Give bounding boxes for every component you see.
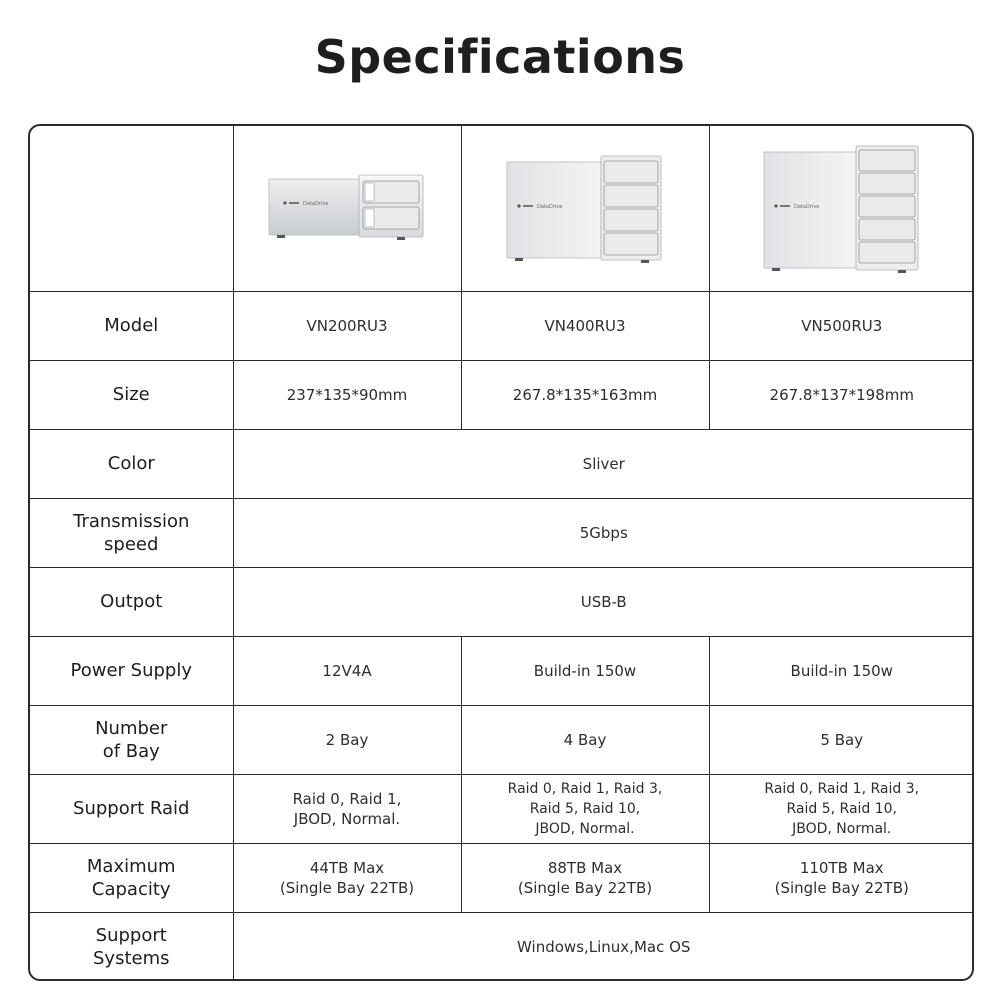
table-cell: VN200RU3 bbox=[233, 291, 461, 360]
row-power-supply bbox=[30, 636, 974, 705]
table-cell: 4 Bay bbox=[461, 705, 709, 774]
brand-logo-text: DataDrive bbox=[537, 204, 563, 211]
row-label: Support Systems bbox=[30, 912, 233, 981]
2-bay-enclosure-image bbox=[267, 173, 427, 243]
empty-header-cell bbox=[30, 126, 233, 291]
table-cell-merged: 5Gbps bbox=[233, 498, 974, 567]
row-number-of-bay bbox=[30, 705, 974, 774]
row-size bbox=[30, 360, 974, 429]
product-image-row bbox=[30, 126, 974, 291]
row-model bbox=[30, 291, 974, 360]
product-image-cell-vn400ru3 bbox=[461, 126, 709, 291]
4-bay-enclosure-image bbox=[505, 152, 665, 264]
table-cell: 267.8*135*163mm bbox=[461, 360, 709, 429]
row-label: Model bbox=[30, 291, 233, 360]
table-cell: Build-in 150w bbox=[709, 636, 974, 705]
table-cell: 237*135*90mm bbox=[233, 360, 461, 429]
row-label: Outpot bbox=[30, 567, 233, 636]
table-cell: 12V4A bbox=[233, 636, 461, 705]
5-bay-enclosure-image bbox=[762, 142, 922, 274]
brand-logo-text: DataDrive bbox=[303, 201, 329, 208]
row-label: Number of Bay bbox=[30, 705, 233, 774]
row-transmission-speed bbox=[30, 498, 974, 567]
table-cell: 2 Bay bbox=[233, 705, 461, 774]
table-cell: 44TB Max (Single Bay 22TB) bbox=[233, 843, 461, 912]
row-label: Power Supply bbox=[30, 636, 233, 705]
table-cell: Raid 0, Raid 1, Raid 3, Raid 5, Raid 10, JBOD, Normal. bbox=[709, 774, 974, 843]
table-cell-merged: Windows,Linux,Mac OS bbox=[233, 912, 974, 981]
table-cell: 267.8*137*198mm bbox=[709, 360, 974, 429]
row-maximum-capacity bbox=[30, 843, 974, 912]
table-cell: 88TB Max (Single Bay 22TB) bbox=[461, 843, 709, 912]
row-output bbox=[30, 567, 974, 636]
product-image-cell-vn200ru3 bbox=[233, 126, 461, 291]
table-cell: Raid 0, Raid 1, JBOD, Normal. bbox=[233, 774, 461, 843]
table-cell: 5 Bay bbox=[709, 705, 974, 774]
table-cell: Build-in 150w bbox=[461, 636, 709, 705]
table-cell-merged: Sliver bbox=[233, 429, 974, 498]
row-label: Support Raid bbox=[30, 774, 233, 843]
table-cell: 110TB Max (Single Bay 22TB) bbox=[709, 843, 974, 912]
row-support-raid bbox=[30, 774, 974, 843]
row-color bbox=[30, 429, 974, 498]
table-cell: Raid 0, Raid 1, Raid 3, Raid 5, Raid 10, JBOD, Normal. bbox=[461, 774, 709, 843]
brand-logo-text: DataDrive bbox=[793, 204, 820, 211]
table-cell: VN500RU3 bbox=[709, 291, 974, 360]
row-label: Size bbox=[30, 360, 233, 429]
row-label: Transmission speed bbox=[30, 498, 233, 567]
table-cell: VN400RU3 bbox=[461, 291, 709, 360]
row-label: Maximum Capacity bbox=[30, 843, 233, 912]
specifications-table bbox=[28, 124, 974, 981]
page-title: Specifications bbox=[314, 30, 686, 84]
table-cell-merged: USB-B bbox=[233, 567, 974, 636]
product-image-cell-vn500ru3 bbox=[709, 126, 974, 291]
row-support-systems bbox=[30, 912, 974, 981]
row-label: Color bbox=[30, 429, 233, 498]
